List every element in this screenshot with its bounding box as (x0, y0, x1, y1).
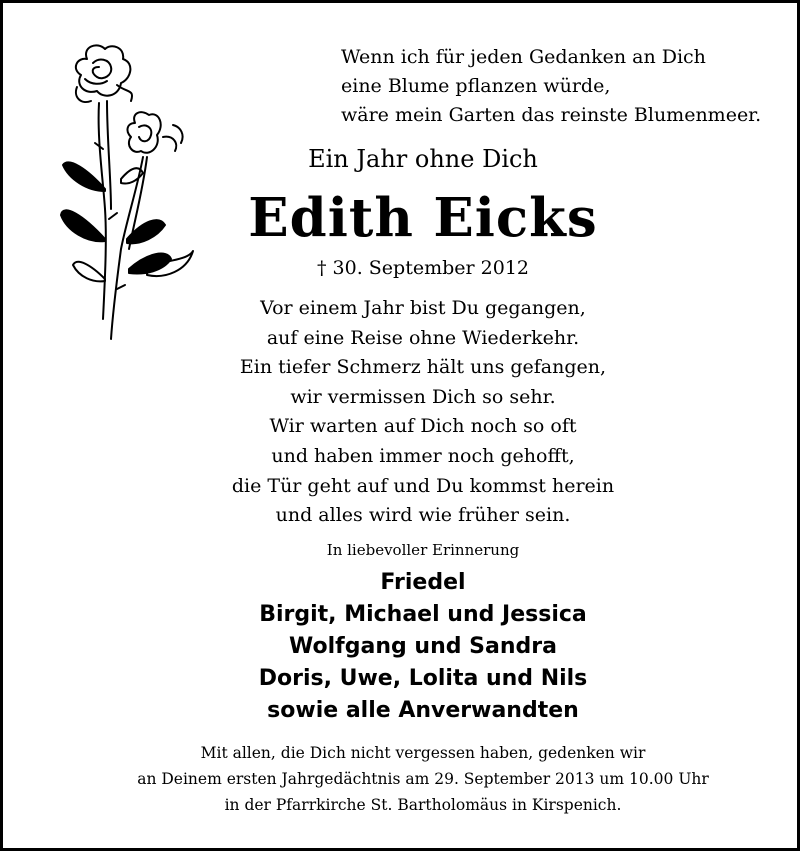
year-heading: Ein Jahr ohne Dich (308, 145, 538, 173)
family-line: Friedel (380, 570, 466, 595)
memory-line: In liebevoller Erinnerung (326, 541, 520, 559)
family-line: Doris, Uwe, Lolita und Nils (258, 666, 588, 691)
poem-line: Ein tiefer Schmerz hält uns gefangen, (239, 356, 607, 379)
memorial-poem (203, 294, 643, 531)
family-line: Wolfgang und Sandra (289, 634, 557, 659)
poem-line: Vor einem Jahr bist Du gegangen, (260, 297, 586, 319)
family-signatures (163, 567, 683, 727)
poem-line: wir vermissen Dich so sehr. (290, 385, 556, 408)
poem-line: die Tür geht auf und Du kommst herein (231, 474, 615, 497)
family-line: Birgit, Michael und Jessica (259, 602, 587, 627)
poem-line: und alles wird wie früher sein. (275, 504, 571, 527)
service-line: Mit allen, die Dich nicht vergessen haben, gedenken wir (200, 744, 646, 762)
opening-quote (341, 43, 771, 130)
family-line: sowie alle Anverwandten (267, 698, 579, 723)
service-line: in der Pfarrkirche St. Bartholomäus in Kirspenich. (224, 796, 622, 814)
service-line: an Deinem ersten Jahrgedächtnis am 29. September 2013 um 10.00 Uhr (137, 770, 709, 788)
quote-line: Wenn ich für jeden Gedanken an Dich (341, 46, 706, 68)
quote-line: eine Blume pflanzen würde, (341, 75, 611, 97)
memorial-service-info (83, 740, 763, 818)
poem-line: Wir warten auf Dich noch so oft (269, 415, 577, 438)
death-date: † 30. September 2012 (317, 257, 529, 279)
poem-line: auf eine Reise ohne Wiederkehr. (266, 326, 580, 349)
deceased-name: Edith Eicks (248, 187, 598, 249)
quote-line: wäre mein Garten das reinste Blumenmeer. (341, 104, 762, 126)
poem-line: und haben immer noch gehofft, (271, 444, 575, 467)
